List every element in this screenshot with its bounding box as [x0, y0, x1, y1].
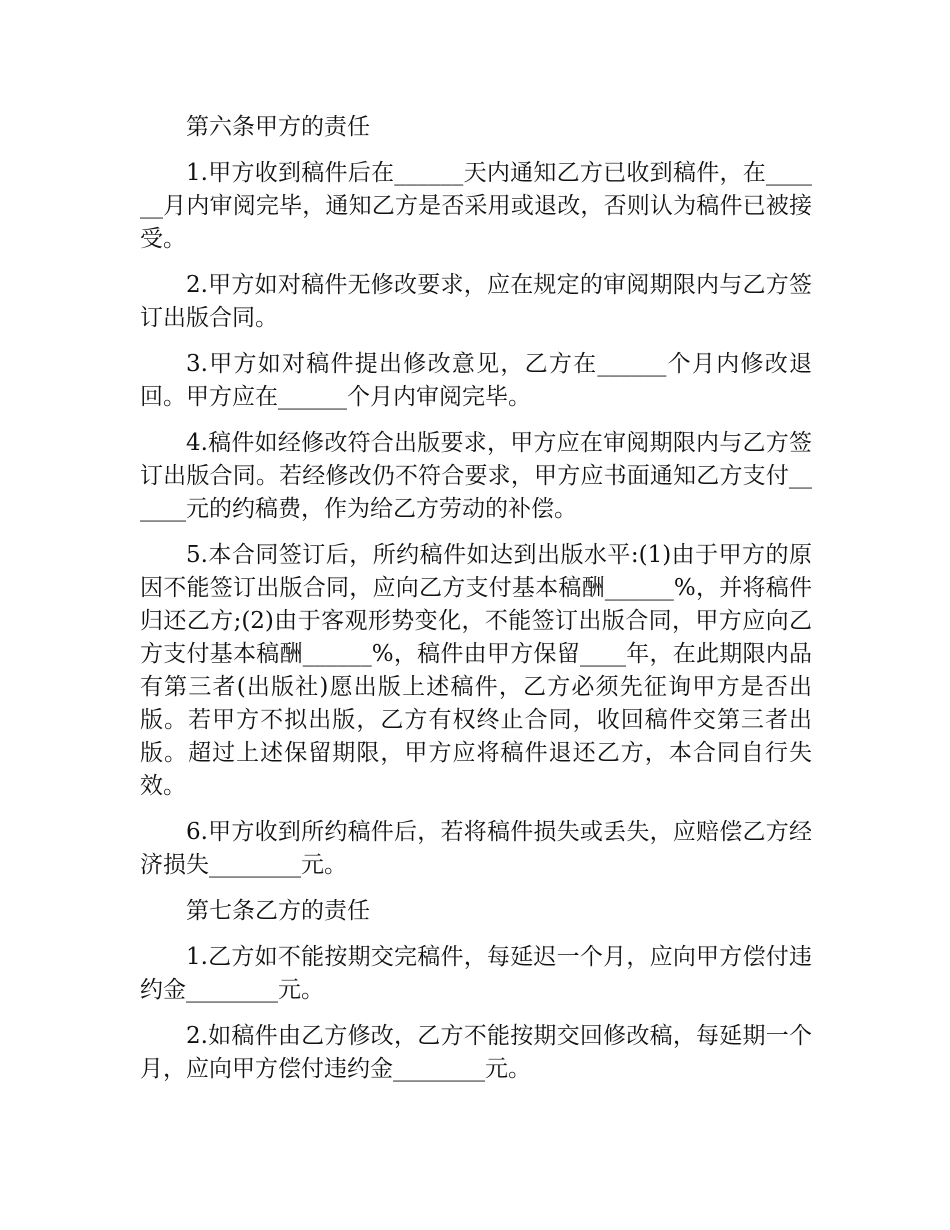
article-6-clause-4: 4.稿件如经修改符合出版要求，甲方应在审阅期限内与乙方签订出版合同。若经修改仍不符合要求，甲方应书面通知乙方支付______元的约稿费，作为给乙方劳动的补偿。	[140, 430, 812, 522]
article-6-clause-3: 3.甲方如对稿件提出修改意见，乙方在______个月内修改退回。甲方应在______个月内审阅完毕。	[140, 351, 812, 410]
article-6-clause-2: 2.甲方如对稿件无修改要求，应在规定的审阅期限内与乙方签订出版合同。	[140, 272, 812, 331]
article-6-clause-5: 5.本合同签订后，所约稿件如达到出版水平:(1)由于甲方的原因不能签订出版合同，应向乙方支付基本稿酬______%，并将稿件归还乙方;(2)由于客观形势变化，不能签订出版合同，甲方应向乙方支付基本稿酬______%，稿件由甲方保留____年，在此期限内品有第三者(出版社)愿出版上述稿件，乙方必须先征询甲方是否出版。若甲方不拟出版，乙方有权终止合同，收回稿件交第三者出版。超过上述保留期限，甲方应将稿件退还乙方，本合同自行失效。	[140, 542, 812, 799]
article-6-heading: 第六条甲方的责任	[186, 114, 370, 140]
article-7-clause-2: 2.如稿件由乙方修改，乙方不能按期交回修改稿，每延期一个月，应向甲方偿付违约金________元。	[140, 1023, 812, 1082]
article-6-clause-1: 1.甲方收到稿件后在______天内通知乙方已收到稿件，在______月内审阅完毕，通知乙方是否采用或退改，否则认为稿件已被接受。	[140, 160, 812, 252]
document-body	[140, 111, 812, 1099]
article-7-clause-1: 1.乙方如不能按期交完稿件，每延迟一个月，应向甲方偿付违约金________元。	[140, 944, 812, 1003]
article-6-clause-6: 6.甲方收到所约稿件后，若将稿件损失或丢失，应赔偿乙方经济损失________元。	[140, 819, 812, 878]
article-7-heading: 第七条乙方的责任	[186, 898, 370, 924]
